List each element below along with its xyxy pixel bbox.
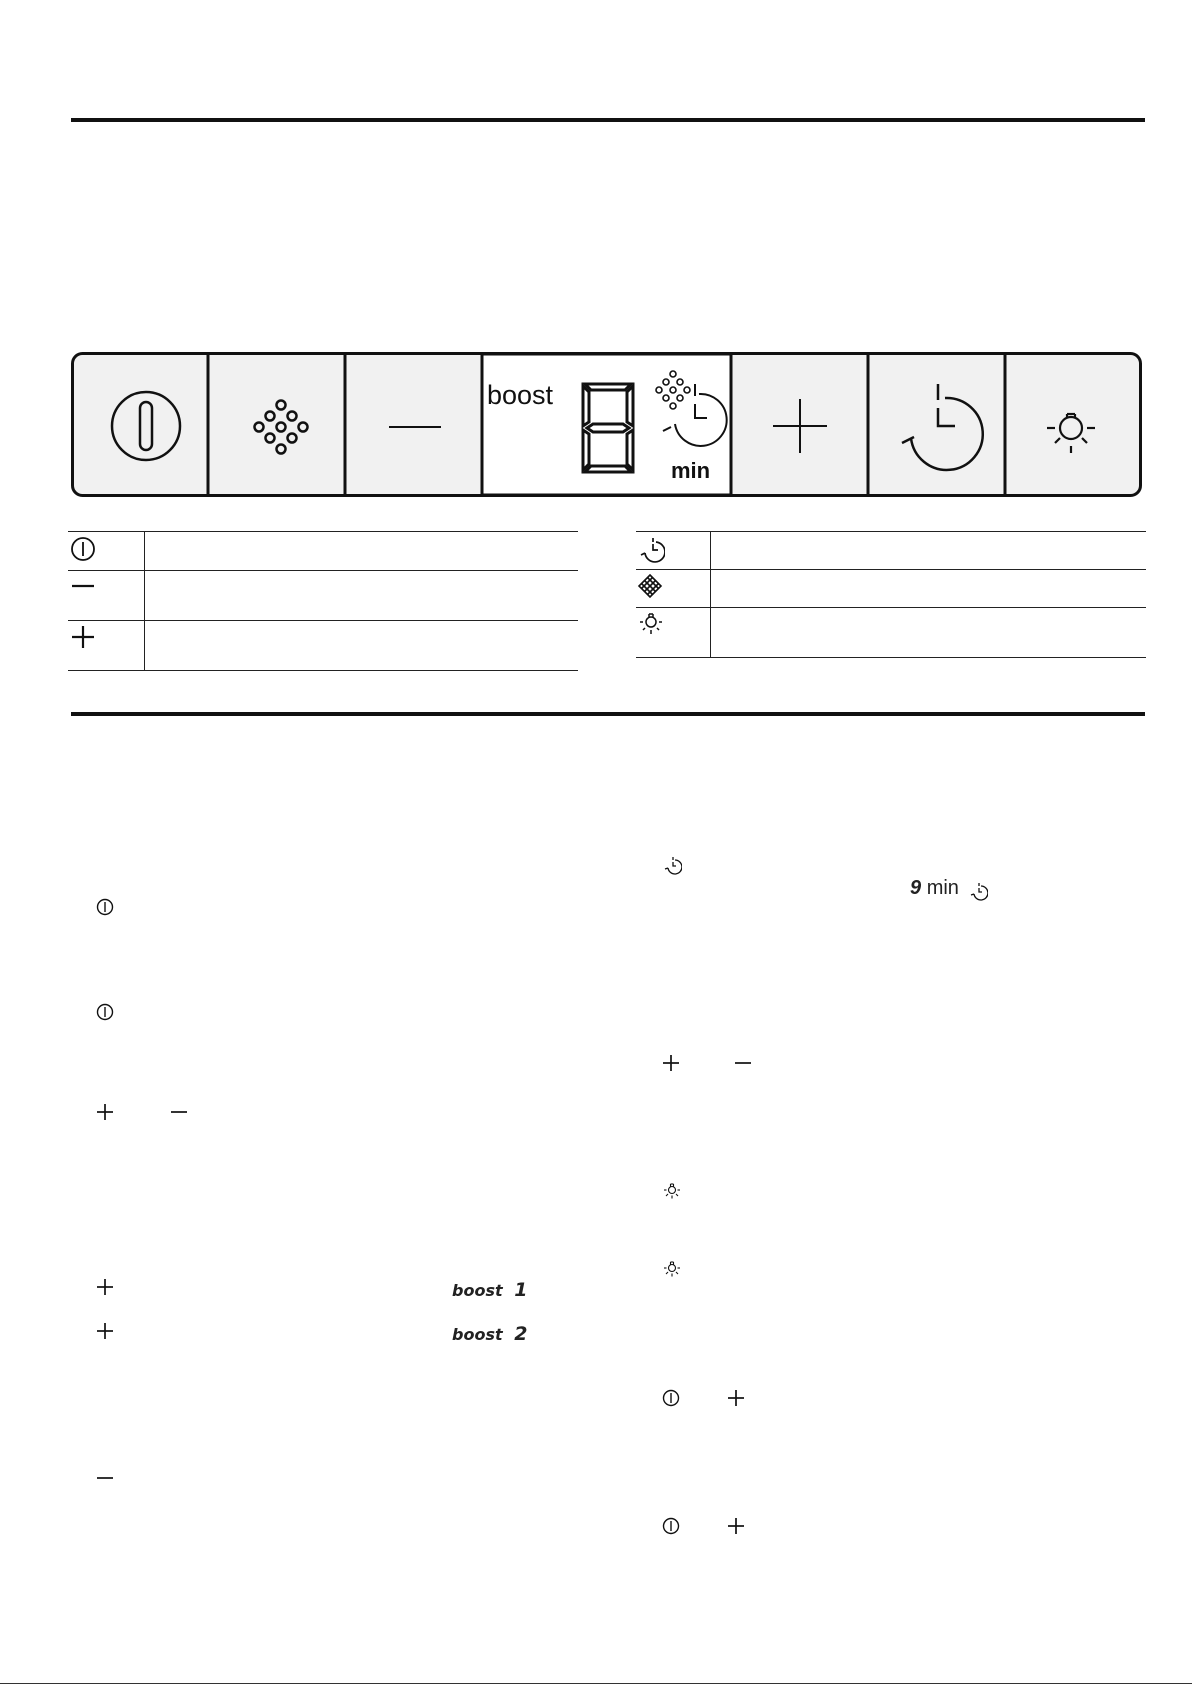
display-boost-label: boost [487, 380, 554, 410]
power-icon [96, 1003, 114, 1021]
display-unit-label: min [671, 458, 711, 483]
light-icon [662, 1259, 682, 1279]
section-rule [71, 712, 1145, 716]
plus-icon [96, 1278, 114, 1296]
legend-right-line [636, 607, 1146, 608]
power-icon [70, 536, 96, 562]
legend-right-line [636, 657, 1146, 658]
light-icon [637, 610, 665, 638]
legend-right-divider [710, 531, 711, 657]
plus-icon [96, 1322, 114, 1340]
page-bottom-line [0, 1683, 1192, 1684]
minus-icon [734, 1054, 752, 1072]
plus-icon [662, 1054, 680, 1072]
legend-right-line [636, 569, 1146, 570]
light-icon [662, 1181, 682, 1201]
power-icon [662, 1517, 680, 1535]
minus-icon [170, 1103, 188, 1121]
timer-icon [968, 881, 988, 901]
plus-icon [96, 1103, 114, 1121]
power-icon [662, 1389, 680, 1407]
legend-left-divider [144, 531, 145, 670]
timer-digit: 9 [910, 877, 922, 899]
legend-right-line [636, 531, 1146, 532]
legend-left-line [68, 670, 578, 671]
plus-icon [727, 1517, 745, 1535]
boost-level: 2 [514, 1323, 528, 1345]
timer-icon [637, 535, 665, 563]
minus-icon [70, 576, 96, 596]
filter-icon [637, 573, 663, 599]
plus-icon [70, 624, 96, 650]
plus-icon [727, 1389, 745, 1407]
timer-icon [662, 855, 682, 875]
boost-1-display [452, 1279, 527, 1301]
boost-2-display [452, 1323, 527, 1345]
boost-word: boost [452, 1281, 503, 1300]
control-panel-diagram [71, 352, 1142, 497]
boost-word: boost [452, 1325, 503, 1344]
timer-unit: min [926, 877, 959, 899]
timer-display-readout [910, 877, 959, 900]
top-rule [71, 118, 1145, 122]
boost-level: 1 [514, 1279, 528, 1301]
minus-icon [96, 1469, 114, 1487]
power-icon [96, 898, 114, 916]
